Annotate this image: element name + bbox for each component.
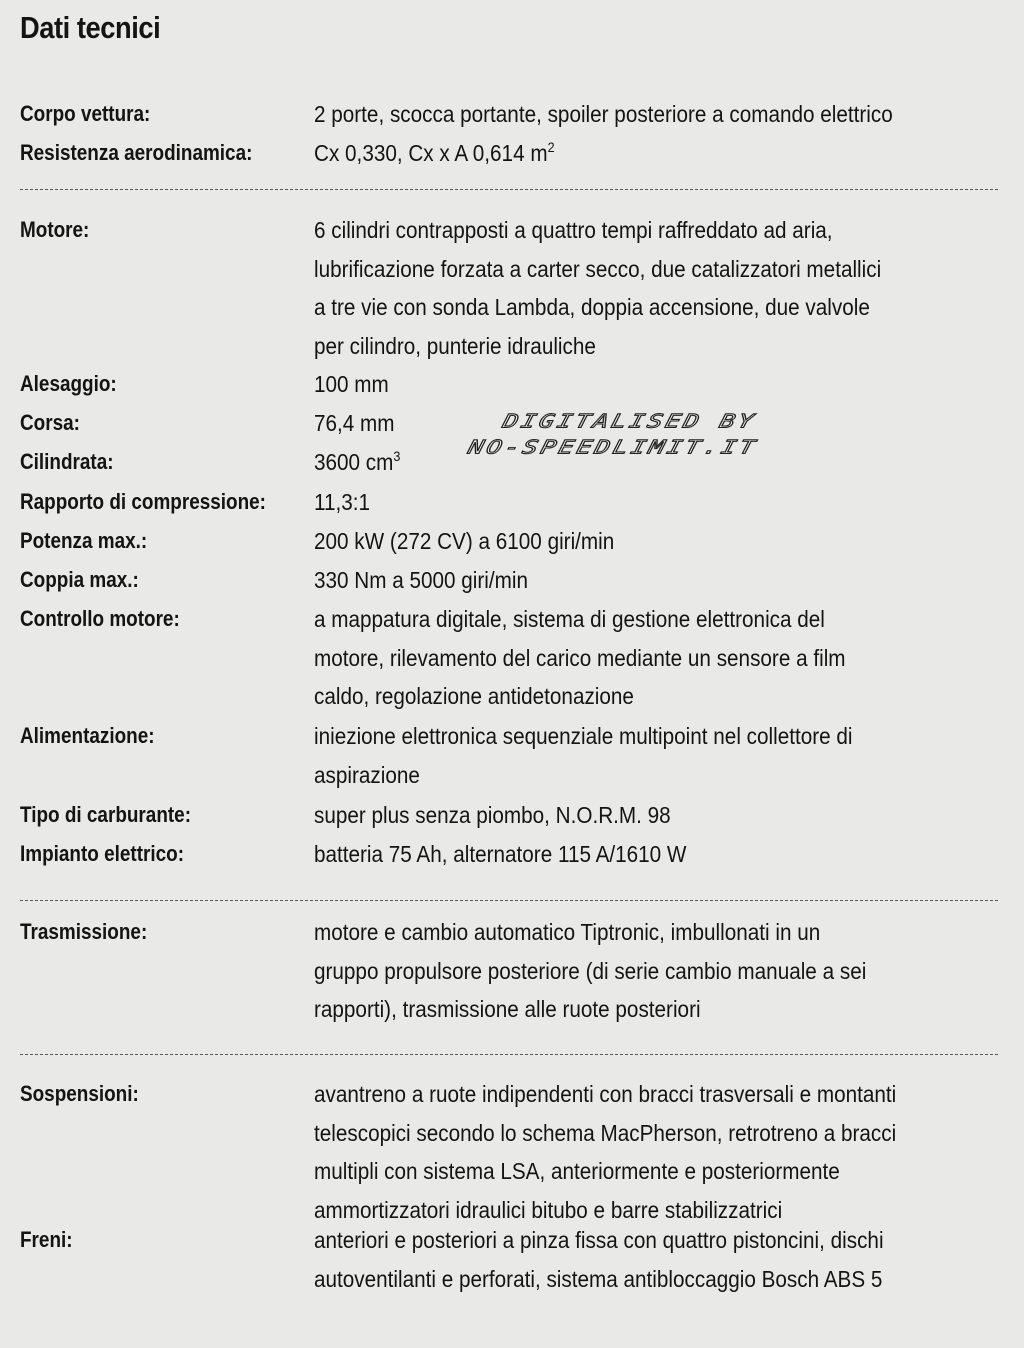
page-title: Dati tecnici [20,10,161,45]
spec-value-line: 3600 $cm^3$ [314,448,401,475]
spec-value [314,522,614,561]
spec-value [314,211,881,365]
spec-value [314,835,686,874]
section-divider [20,189,998,190]
spec-value-line: motore, rilevamento del carico mediante un sensore a film [314,644,846,671]
spec-label: Motore: [20,217,90,242]
spec-label: Corpo vettura: [20,101,151,126]
spec-value [314,95,893,134]
spec-value-line: multipli con sistema LSA, anteriormente e posteriormente [314,1158,840,1184]
spec-label: Corsa: [20,410,80,435]
spec-value-line: 76,4 mm [314,410,395,436]
spec-value-line: 6 cilindri contrapposti a quattro tempi raffreddato ad aria, [314,217,833,243]
spec-value-line: a mappatura digitale, sistema di gestione elettronica del [314,606,825,632]
spec-value-line: autoventilanti e perforati, sistema antibloccaggio Bosch ABS 5 [314,1265,883,1292]
watermark-line-2: NO-SPEEDLIMIT.IT [466,436,761,458]
section-divider [20,900,998,901]
spec-value [314,913,866,1029]
spec-label: Impianto elettrico: [20,841,184,866]
spec-label: Potenza max.: [20,528,148,553]
spec-value-line: 11,3:1 [314,489,371,515]
spec-value-line: avantreno a ruote indipendenti con bracci trasversali e montanti [314,1081,897,1107]
spec-value [314,717,853,794]
spec-value-line: 200 kW (272 CV) a 6100 giri/min [314,528,615,554]
spec-value-line: a tre vie con sonda Lambda, doppia accensione, due valvole [314,294,870,320]
spec-label: Alimentazione: [20,723,155,748]
spec-label: Cilindrata: [20,449,114,474]
spec-label: Coppia max.: [20,567,139,592]
spec-label: Trasmissione: [20,919,148,944]
spec-label: Controllo motore: [20,606,180,631]
spec-value [314,443,400,482]
section-divider [20,1054,998,1055]
spec-label: Alesaggio: [20,371,117,396]
spec-value-line: 100 mm [314,371,389,397]
spec-value-line: caldo, regolazione antidetonazione [314,683,634,709]
spec-value-line: gruppo propulsore posteriore (di serie cambio manuale a sei [314,957,867,984]
spec-value-line: per cilindro, punterie idrauliche [314,332,596,359]
spec-label: Freni: [20,1227,73,1252]
spec-value [314,404,395,443]
spec-label: Tipo di carburante: [20,802,192,827]
spec-value-line: 330 Nm a 5000 giri/min [314,567,529,593]
spec-value [314,600,846,716]
spec-label: Sospensioni: [20,1081,139,1106]
spec-value-line: Cx 0,330, Cx x A 0,614 $m^2$ [314,139,555,166]
spec-value [314,796,671,835]
spec-value-line: iniezione elettronica sequenziale multipoint nel collettore di [314,723,853,749]
spec-value-line: aspirazione [314,761,420,788]
spec-value [314,483,370,522]
spec-value [314,365,389,404]
spec-value [314,1221,884,1298]
spec-value-line: telescopici secondo lo schema MacPherson, retrotreno a bracci [314,1119,897,1146]
spec-value-line: anteriori e posteriori a pinza fissa con quattro pistoncini, dischi [314,1227,884,1253]
spec-value-line: lubrificazione forzata a carter secco, due catalizzatori metallici [314,255,882,282]
spec-value [314,561,528,600]
spec-value-line: ammortizzatori idraulici bitubo e barre stabilizzatrici [314,1196,783,1223]
spec-label: Rapporto di compressione: [20,489,267,514]
spec-value-line: rapporti), trasmissione alle ruote posteriori [314,996,701,1022]
watermark [466,410,978,458]
watermark-line-1: DIGITALISED BY [500,410,759,432]
spec-value-line: batteria 75 Ah, alternatore 115 A/1610 W [314,841,687,867]
spec-value [314,134,555,173]
spec-value [314,1075,896,1229]
spec-value-line: 2 porte, scocca portante, spoiler posteriore a comando elettrico [314,101,893,127]
spec-value-line: motore e cambio automatico Tiptronic, imbullonati in un [314,919,821,945]
spec-label: Resistenza aerodinamica: [20,140,253,165]
spec-value-line: super plus senza piombo, N.O.R.M. 98 [314,802,671,828]
